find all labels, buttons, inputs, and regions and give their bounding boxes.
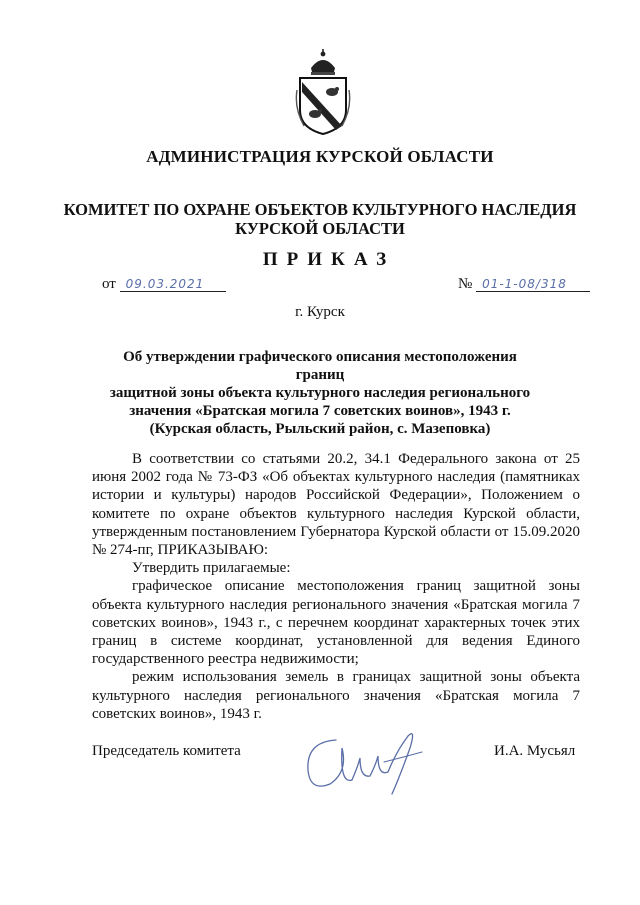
date-value: 09.03.2021 [120, 277, 226, 292]
committee-heading-line-2: КУРСКОЙ ОБЛАСТИ [235, 219, 405, 238]
subject-line-2: защитной зоны объекта культурного наследия регионального [109, 385, 531, 401]
signatory-title: Председатель комитета [92, 743, 241, 759]
subject-line-1: Об утверждении графического описания местоположения границ [123, 349, 517, 383]
city-line: г. Курск [295, 304, 345, 320]
committee-heading-line-1: КОМИТЕТ ПО ОХРАНЕ ОБЪЕКТОВ КУЛЬТУРНОГО НАСЛЕДИЯ [63, 200, 577, 219]
kursk-coat-of-arms-icon [294, 48, 352, 136]
subject-line-3: значения «Братская могила 7 советских воинов», 1943 г. [129, 403, 511, 419]
committee-heading [0, 200, 640, 238]
body-paragraph-4: режим использования земель в границах защитной зоны объекта культурного наследия регионального значения «Братская могила 7 советских воинов», 1943 г. [92, 669, 580, 722]
body-paragraph-2: Утвердить прилагаемые: [132, 560, 291, 577]
administration-heading: АДМИНИСТРАЦИЯ КУРСКОЙ ОБЛАСТИ [146, 147, 494, 166]
date-prefix: от [102, 276, 116, 292]
order-subject [100, 348, 540, 438]
subject-line-4: (Курская область, Рыльский район, с. Мазеповка) [149, 421, 491, 437]
body-paragraph-3: графическое описание местоположения границ защитной зоны объекта культурного наследия регионального значения «Братская могила 7 советских воинов», 1943 г., с перечнем координат характерных точек этих границ в системе координат, установленной для ведения Единого государственного реестра недвижимости; [92, 578, 580, 668]
order-number [458, 276, 590, 293]
body-paragraph-1: В соответствии со статьями 20.2, 34.1 Федерального закона от 25 июня 2002 года № 73-ФЗ «Об объектах культурного наследия (памятниках истории и культуры) народов Российской Федерации», Положением о комитете по охране объектов культурного наследия Курской области, утвержденным постановлением Губернатора Курской области от 15.09.2020 № 274-пг, ПРИКАЗЫВАЮ: [92, 451, 580, 559]
order-date [102, 276, 226, 293]
number-value: 01-1-08/318 [476, 277, 590, 292]
handwritten-signature-icon [296, 722, 436, 802]
order-body [92, 450, 580, 723]
signatory-name: И.А. Мусьял [494, 743, 576, 759]
document-type-title: ПРИКАЗ [262, 249, 396, 270]
number-prefix: № [458, 276, 473, 292]
